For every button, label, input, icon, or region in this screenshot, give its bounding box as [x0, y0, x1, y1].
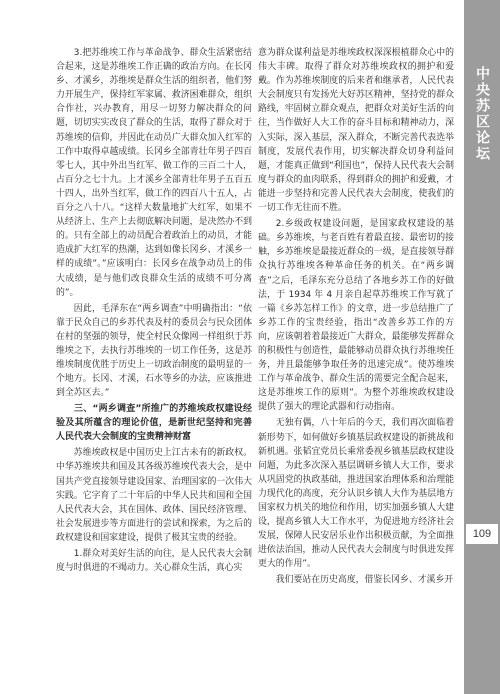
paragraph: 无独有偶，八十年后的今天，我们再次面临着新形势下，如何做好乡镇基层政权建设的新挑战和新机遇。张韬宜党员长乘常委视乡镇基层政权建设问题，为此多次深入基层调研乡镇人大工作，要求从巩固党的执政基础，推进国家治理体系和治理能力现代化的高度，充分认识乡镇人大作为基层地方国家权力机关的地位和作用，切实加强乡镇人大建设，提高乡镇人大工作水平，为促进地方经济社会发展，保障人民安居乐业作出积极贡献，为全面推进依法治国，推动人民代表大会制度与时俱进发挥更大的作用”。 — [258, 418, 454, 570]
right-text-column — [258, 46, 454, 588]
paragraph: 2.乡级政权建设问题，是国家政权建设的基础。乡苏维埃，与老百姓有着最直接、最密切的接触，乡苏维埃是最接近群众的一级，是直接领导群众执行苏维埃各种革命任务的机关。在“两乡调查”之后，毛泽东充分总结了各地乡苏工作的好做法，于 1934 年 4 月亲自起草苏维埃工作写就了一篇《乡苏怎样工作》的文章，进一步总结推广了乡苏工作的宝贵经验，指出“改善乡苏工作的方向，应该朝着着最接近广大群众，最能够发挥群众的积极性与创造性，最能够动员群众执行苏维埃任务，并且最能够争取任务的迅速完成”。使苏维埃工作与革命战争、群众生活的需要完全配合起来，这是苏维埃工作的原则”。为整个苏维埃政权建设提供了强大的理论武器和行动指南。 — [258, 219, 454, 413]
section-heading: 三、“两乡调查”所推广的苏维埃政权建设经验及其所蕴含的理论价值，是新世纪坚持和完善人民代表大会制度的宝贵精神财富 — [56, 404, 252, 443]
paragraph: 意为群众谋利益是苏维埃政权深深根植群众心中的伟大丰碑。取得了群众对苏维埃政权的拥护和爱戴。作为苏维埃制度的后来者和继承者，人民代表大会制度只有发扬光大好苏区精神，坚持党的群众路线，牢固树立群众观点，把群众对美好生活的向往，当作做好人大工作的奋斗目标和精神动力，深入实际，深入基层，深入群众，不断完善代表选举制度，发展代表作用，切实解决群众切身利益问题，才能真正做到“利国也”，保持人民代表大会制度与群众的血肉联系，得到群众的拥护和爱戴，才能进一步坚持和完善人民代表大会制度，使我们的一切工作无往而不胜。 — [258, 48, 454, 214]
section-sidebar — [464, 0, 500, 694]
paragraph: 苏维埃政权是中国历史上江古未有的新政权。中华苏维埃共和国及其各级苏维埃代表大会，是中国共产党直接领导建设国家、治理国家的一次伟大实践。它字育了二十年后的中华人民共和国和全国人民代表大会，其在国体、政体、国民经济管理、社会发展进步等方面进行的尝试和探索，为之后的政权建设和国家建设，提供了极其宝贵的经验。 — [56, 448, 252, 543]
sidebar-title: 中央苏区论坛 — [474, 66, 490, 162]
paragraph: 我们要站在历史高度，借鉴长冈乡、才溪乡开 — [275, 575, 454, 586]
left-text-column — [56, 46, 252, 575]
page-number: 109 — [466, 524, 498, 544]
paragraph: 1.群众对美好生活的向往，是人民代表大会制度与时俱进的不竭动力。关心群众生活，真心实 — [56, 549, 252, 574]
paragraph: 3.把苏维埃工作与革命战争、群众生活紧密结合起来，这是苏维埃工作正确的政治方向。在长冈乡、才溪乡，苏维埃是群众生活的组织者，他们努力开展生产，保持红军家属、救济困难群众，组织合作社，兴办教育，用尽一切努力解决群众的问题，切切实实改良了群众的生活，取得了群众对于苏维埃的信仰，并因此在动员广大群众加入红军的工作中取得卓越成绩。长冈乡全部青壮年男子四百零七人，其中外出当红军、做工作的三百二十人，占百分之七十九。上才溪乡全部青壮年男子五百五十四人，出外当红军，做工作的四百八十五人，占百分之八十八。“这样大数量地扩大红军，如果不从经济上、生产上去彻底解决问题，是决然办不到的。只有全部上的动员配合着政治上的动员，才能造成扩大红军的热潮，达到如像长冈乡、才溪乡一样的成绩”。”应该明白：长冈乡在战争动员上的伟大成绩，是与他们改良群众生活的成绩不可分离的”。 — [56, 48, 252, 298]
paragraph: 因此，毛泽东在“两乡调查”中明确指出：“依靠于民众自己的乡苏代表及村的委员会与民众团体在村的坚强的领导，使全村民众像网一样组织于苏维埃之下，去执行苏维埃的一切工作任务，这是苏维埃制度优胜于历史上一切政治制度的最明显的一个地方。长冈、才溪，石水等乡的办法，应该推进到全苏区去。” — [56, 303, 252, 399]
